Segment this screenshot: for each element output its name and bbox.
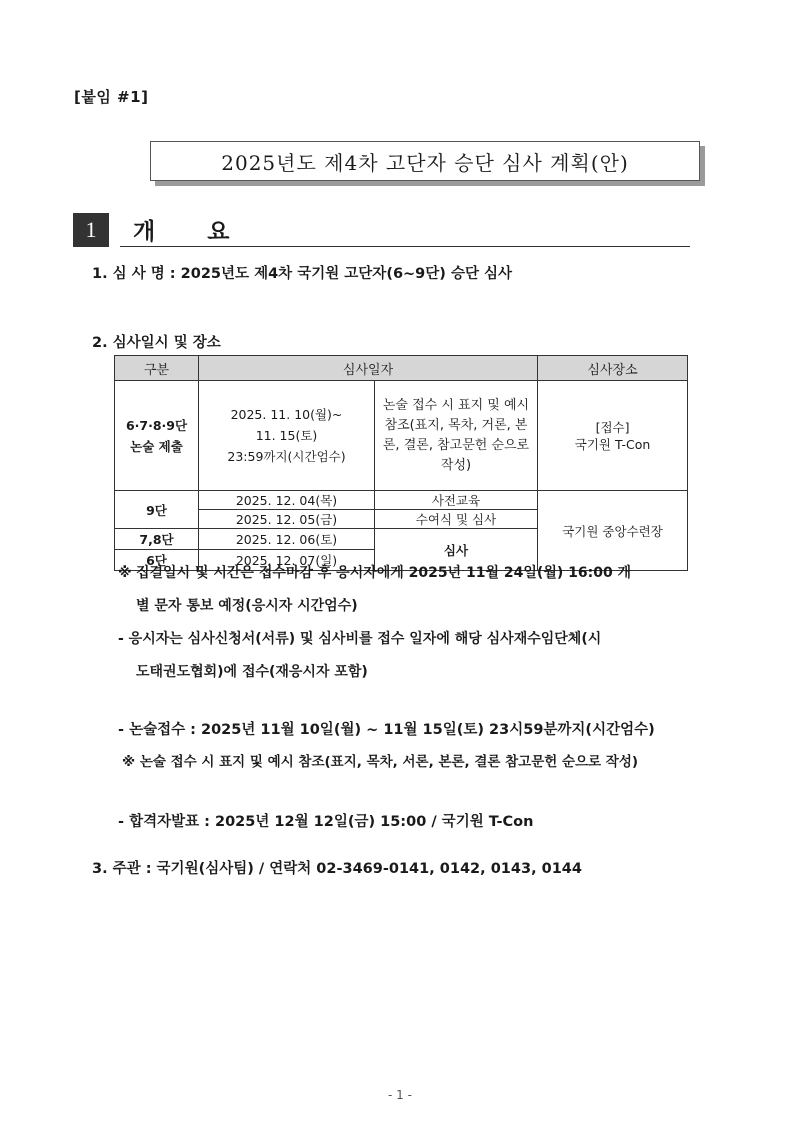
section-title: 개 요 [133,219,252,245]
note-line1: 집결일시 및 시간은 접수마감 후 응시자에게 2025년 11월 24일(월) 16:00 개 [136,565,632,581]
header-date: 심사일자 [199,356,538,381]
header-category: 구분 [115,356,199,381]
exam-name-line: 1. 심 사 명 : 2025년도 제4차 국기원 고단자(6~9단) 승단 심사 [92,266,513,282]
paper-place-line2: 국기원 T-Con [574,436,651,452]
dash-line1: - 응시자는 심사신청서(서류) 및 심사비를 접수 일자에 해당 심사재수임단체(시 [118,631,602,647]
paper-place-cell [538,381,688,491]
content-cell: 사전교육 [375,491,538,510]
group-9dan: 9단 [115,491,199,529]
section-divider [120,246,690,247]
paper-date-line2: 11. 15(토) [255,428,318,443]
table-row [115,491,688,510]
paper-place-line1: [접수] [595,419,630,435]
applicant-note [118,623,718,689]
note-mark: ※ [118,565,132,581]
document-title-box [150,141,700,181]
paper-note-cell: 논술 접수 시 표지 및 예시 참조(표지, 목차, 거론, 본론, 결론, 참고문헌 순으로 작성) [375,381,538,491]
paper-date-line3: 23:59까지(시간엄수) [227,449,346,464]
assembly-note [118,557,718,623]
group-78dan: 7,8단 [115,529,199,550]
content-cell: 수여식 및 심사 [375,510,538,529]
essay-submission-note: ※ 논술 접수 시 표지 및 예시 참조(표지, 목차, 서론, 본론, 결론 참고문헌 순으로 작성) [122,754,639,770]
group-6dan: 6단 [115,550,199,571]
venue-cell: 국기원 중앙수련장 [538,491,688,571]
result-announcement-line: - 합격자발표 : 2025년 12월 12일(금) 15:00 / 국기원 T-Con [118,814,534,830]
page-number: - 1 - [388,1088,412,1102]
document-title: 2025년도 제4차 고단자 승단 심사 계획(안) [221,150,629,175]
header-place: 심사장소 [538,356,688,381]
note-line2: 별 문자 통보 예정(응시자 시간엄수) [136,598,358,614]
paper-group-line2: 논술 제출 [130,438,183,454]
date-cell: 2025. 12. 05(금) [199,510,375,529]
dash-line2: 도태권도협회)에 접수(재응시자 포함) [136,664,368,680]
section-number: 1 [73,213,109,247]
schedule-heading: 2. 심사일시 및 장소 [92,335,221,351]
table-row [115,381,688,491]
essay-submission-line: - 논술접수 : 2025년 11월 10일(월) ~ 11월 15일(토) 23시59분까지(시간엄수) [118,722,655,738]
table-header-row [115,356,688,381]
attachment-label: [붙임 #1] [74,88,149,106]
date-cell: 2025. 12. 04(목) [199,491,375,510]
paper-date-line1: 2025. 11. 10(월)~ [230,407,343,422]
paper-date-cell [199,381,375,491]
date-cell: 2025. 12. 07(일) [199,550,375,571]
schedule-table [114,355,688,571]
date-cell: 2025. 12. 06(토) [199,529,375,550]
organizer-contact-line: 3. 주관 : 국기원(심사팀) / 연락처 02-3469-0141, 0142, 0143, 0144 [92,861,582,877]
content-cell-exam: 심사 [375,529,538,571]
paper-group-line1: 6·7·8·9단 [125,417,188,433]
paper-group-cell [115,381,199,491]
